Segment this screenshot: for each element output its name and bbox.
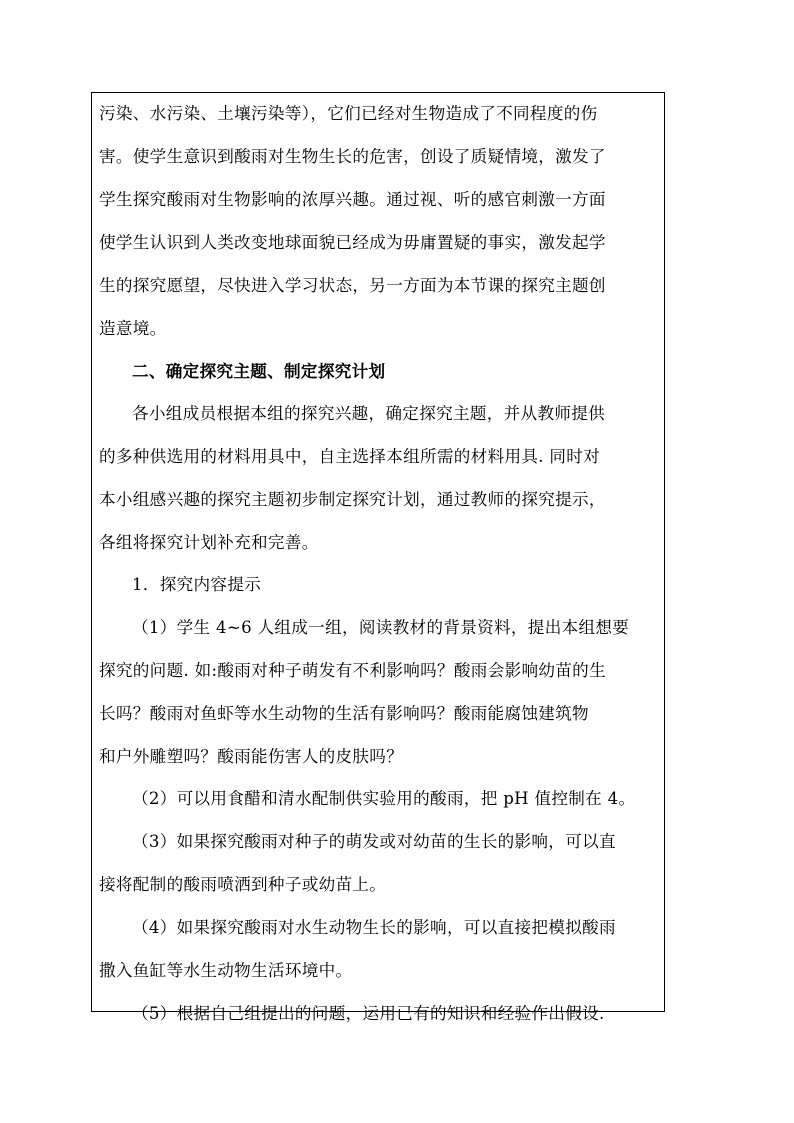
subsection-heading: 1．探究内容提示 [132,575,262,594]
paragraph-line-16: 和户外雕塑吗？酸雨能伤害人的皮肤吗？ [99,747,404,766]
paragraph-line-21: 撒入鱼缸等水生动物生活环境中。 [99,961,353,980]
paragraph-line-9: 的多种供选用的材料用具中，自主选择本组所需的材料用具. 同时对 [99,447,601,466]
paragraph-line-8: 各小组成员根据本组的探究兴趣，确定探究主题，并从教师提供 [132,404,606,423]
paragraph-line-22: （5）根据自己组提出的问题，运用已有的知识和经验作出假设. [132,1004,605,1023]
paragraph-line-15: 长吗？酸雨对鱼虾等水生动物的生活有影响吗？酸雨能腐蚀建筑物 [99,704,589,723]
paragraph-line-1: 污染、水污染、土壤污染等），它们已经对生物造成了不同程度的伤 [99,104,598,123]
paragraph-line-17: （2）可以用食醋和清水配制供实验用的酸雨，把 pH 值控制在 4。 [132,789,636,808]
paragraph-line-2: 害。使学生意识到酸雨对生物生长的危害，创设了质疑情境，激发了 [99,147,606,166]
paragraph-line-13: （1）学生 4~6 人组成一组，阅读教材的背景资料，提出本组想要 [132,618,630,637]
paragraph-line-4: 使学生认识到人类改变地球面貌已经成为毋庸置疑的事实，激发起学 [99,233,606,252]
paragraph-line-11: 各组将探究计划补充和完善。 [99,533,319,552]
paragraph-line-20: （4）如果探究酸雨对水生动物生长的影响，可以直接把模拟酸雨 [132,918,616,937]
paragraph-line-3: 学生探究酸雨对生物影响的浓厚兴趣。通过视、听的感官刺激一方面 [99,190,606,209]
paragraph-line-5: 生的探究愿望，尽快进入学习状态，另一方面为本节课的探究主题创 [99,276,606,295]
paragraph-line-6: 造意境。 [99,319,167,338]
paragraph-line-18: （3）如果探究酸雨对种子的萌发或对幼苗的生长的影响，可以直 [132,832,616,851]
paragraph-line-10: 本小组感兴趣的探究主题初步制定探究计划，通过教师的探究提示， [99,490,606,509]
paragraph-line-19: 接将配制的酸雨喷洒到种子或幼苗上。 [99,875,387,894]
paragraph-line-14: 探究的问题. 如:酸雨对种子萌发有不利影响吗？酸雨会影响幼苗的生 [99,661,606,680]
section-heading: 二、确定探究主题、制定探究计划 [132,361,386,381]
